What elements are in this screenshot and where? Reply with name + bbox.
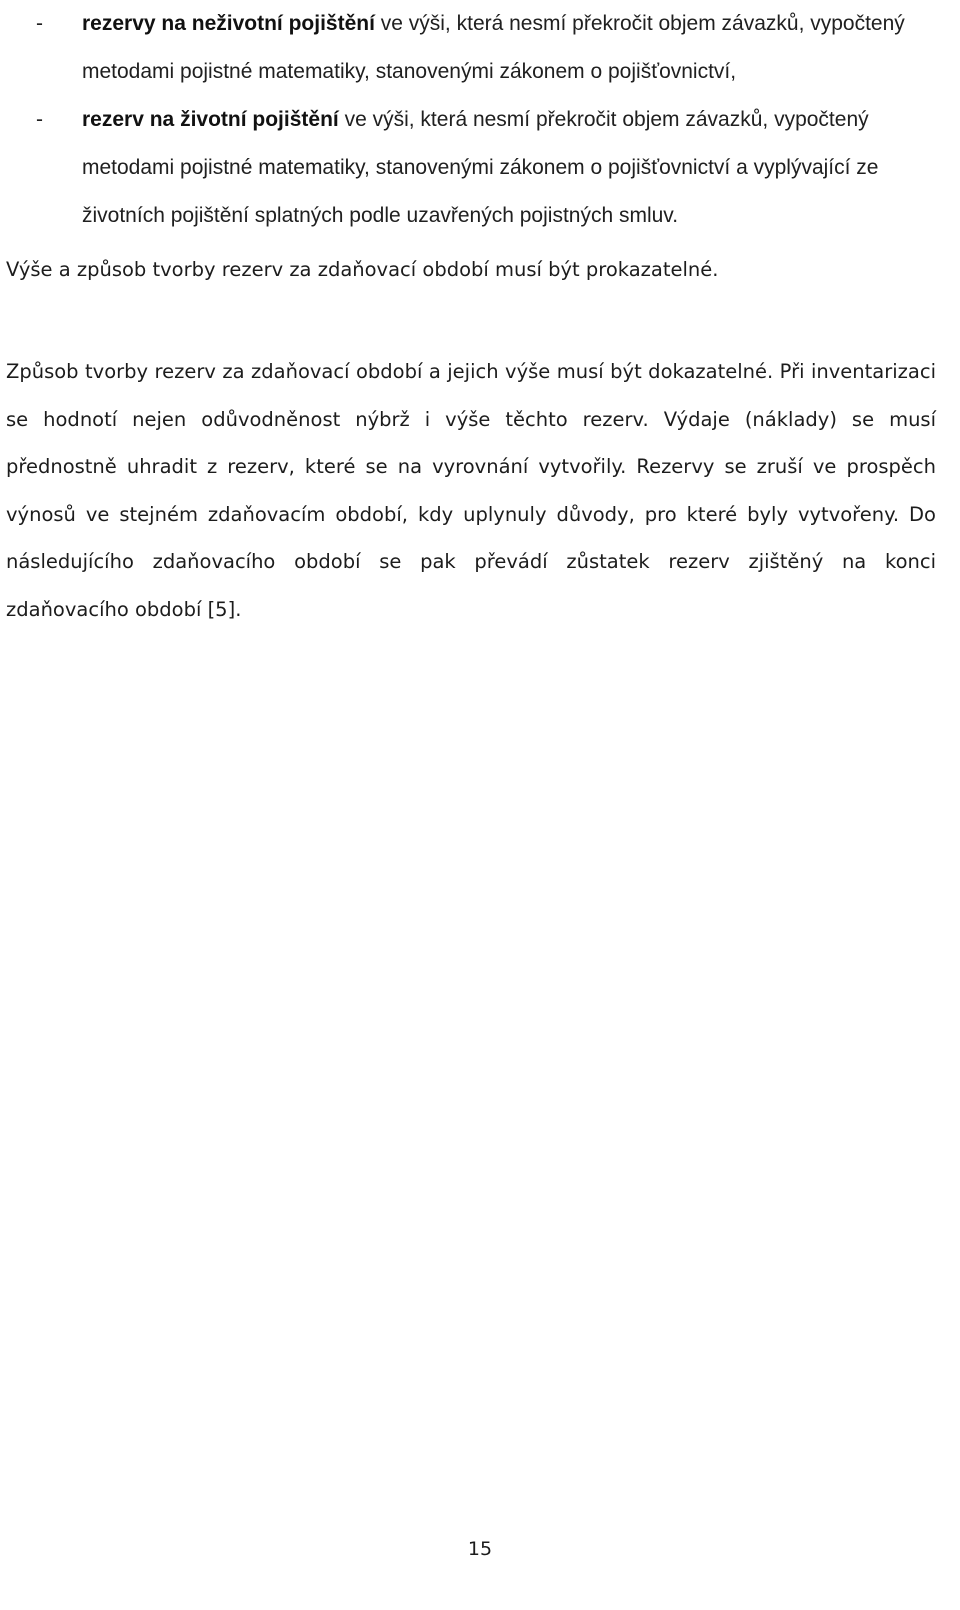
bullet-text: ve výši, která nesmí překročit objem závazků, vypočtený metodami pojistné matematiky, stanovenými zákonem o pojišťovnictví, — [82, 12, 905, 83]
bullet-dash: - — [36, 12, 43, 35]
bullet-text: ve výši, která nesmí překročit objem závazků, vypočtený metodami pojistné matematiky, stanovenými zákonem o pojišťovnictví a vyplývající ze životních pojištění splatných podle uzavřených pojistných smluv. — [82, 108, 879, 227]
bullet-item-non-life-reserves — [0, 0, 960, 96]
bullet-item-life-reserves — [0, 96, 960, 240]
reserve-bullet-list — [0, 0, 960, 240]
bullet-bold-term: rezervy na neživotní pojištění — [82, 12, 375, 35]
bullet-dash: - — [36, 108, 43, 131]
paragraph-reserve-proof: Výše a způsob tvorby rezerv za zdaňovací období musí být prokazatelné. — [6, 258, 719, 281]
page-number: 15 — [467, 1538, 493, 1560]
paragraph-reserve-creation: Způsob tvorby rezerv za zdaňovací období a jejich výše musí být dokazatelné. Při inventarizaci se hodnotí nejen odůvodněnost nýbrž i výše těchto rezerv. Výdaje (náklady) se musí přednostně uhradit z rezerv, které se na vyrovnání vytvořily. Rezervy se zruší ve prospěch výnosů ve stejném zdaňovacím období, kdy uplynuly důvody, pro které byly vytvořeny. Do následujícího zdaňovacího období se pak převádí zůstatek rezerv zjištěný na konci zdaňovacího období [5]. — [6, 360, 936, 621]
bullet-bold-term: rezerv na životní pojištění — [82, 108, 339, 131]
